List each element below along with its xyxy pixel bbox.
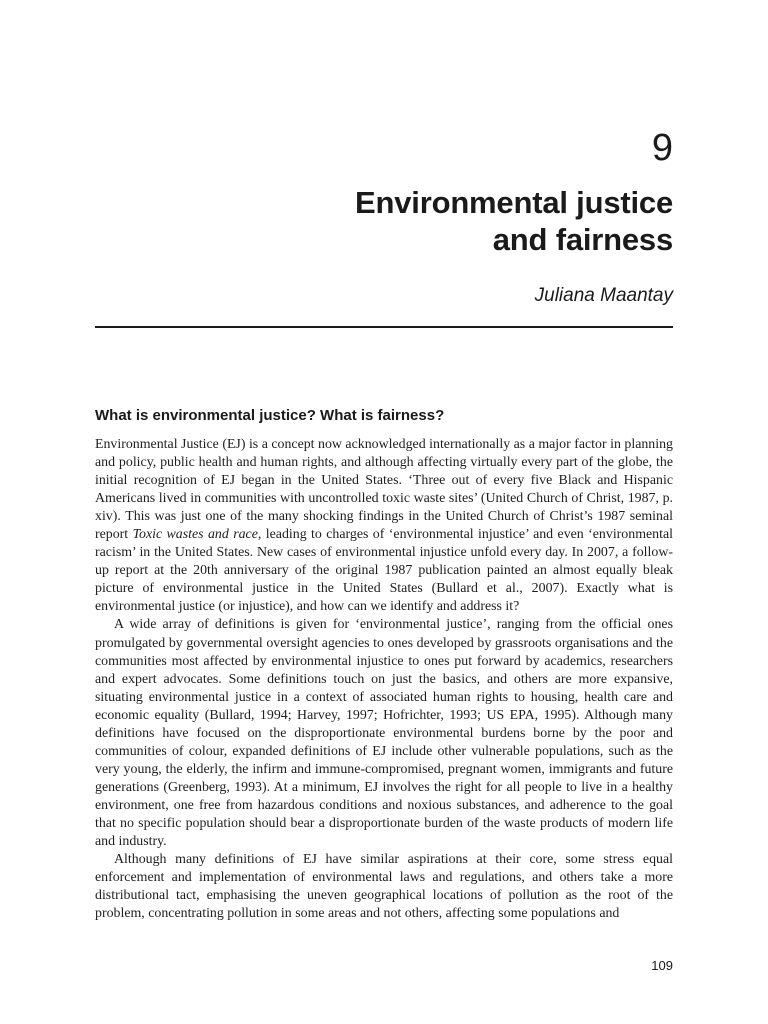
paragraph-1 <box>95 436 673 616</box>
book-page <box>95 0 673 1024</box>
chapter-title-line-1: Environmental justice <box>355 185 673 220</box>
section-heading: What is environmental justice? What is fairness? <box>95 407 445 424</box>
title-divider <box>95 326 673 328</box>
chapter-author: Juliana Maantay <box>534 285 673 306</box>
page-number: 109 <box>651 958 673 973</box>
chapter-title <box>355 184 673 258</box>
report-title-emphasis: Toxic wastes and race <box>132 527 258 543</box>
paragraph-1-text-b: , leading to charges of ‘environmental injustice’ and even ‘environmental racism’ in the United States. New cases of environmental injustice unfold every day. In 2007, a follow-up report at the 20th anniversary of the original 1987 publication painted an almost equally bleak picture of environmental justice in the United States (Bullard et al., 2007). Exactly what is environmental justice (or injustice), and how can we identify and address it? <box>95 527 673 615</box>
paragraph-2: A wide array of definitions is given for ‘environmental justice’, ranging from the official ones promulgated by governmental oversight agencies to ones developed by grassroots organisations and the communities most affected by environmental injustice to ones put forward by academics, researchers and expert advocates. Some definitions touch on just the basics, and others are more expansive, situating environmental justice in a context of associated human rights to housing, health care and economic equality (Bullard, 1994; Harvey, 1997; Hofrichter, 1993; US EPA, 1995). Although many definitions have focused on the disproportionate environmental burdens borne by the poor and communities of colour, expanded definitions of EJ include other vulnerable populations, such as the very young, the elderly, the infirm and immune-compromised, pregnant women, immigrants and future generations (Greenberg, 1993). At a minimum, EJ involves the right for all people to live in a healthy environment, one free from hazardous conditions and noxious substances, and adherence to the goal that no specific population should bear a disproportionate burden of the waste products of modern life and industry. <box>95 617 673 850</box>
body-text <box>95 436 673 923</box>
chapter-title-line-2: and fairness <box>492 222 673 257</box>
chapter-number: 9 <box>651 127 673 169</box>
paragraph-1-text-a: Environmental Justice (EJ) is a concept now acknowledged internationally as a major factor in planning and policy, public health and human rights, and although affecting virtually every part of the globe, the initial recognition of EJ began in the United States. ‘Three out of every five Black and Hispanic Americans lived in communities with uncontrolled toxic waste sites’ (United Church of Christ, 1987, p. xiv). This was just one of the many shocking findings in the United Church of Christ’s 1987 seminal report <box>95 437 673 543</box>
paragraph-3: Although many definitions of EJ have similar aspirations at their core, some stress equal enforcement and implementation of environmental laws and regulations, and others take a more distributional tact, emphasising the uneven geographical locations of pollution as the root of the problem, concentrating pollution in some areas and not others, affecting some populations and <box>95 852 673 922</box>
